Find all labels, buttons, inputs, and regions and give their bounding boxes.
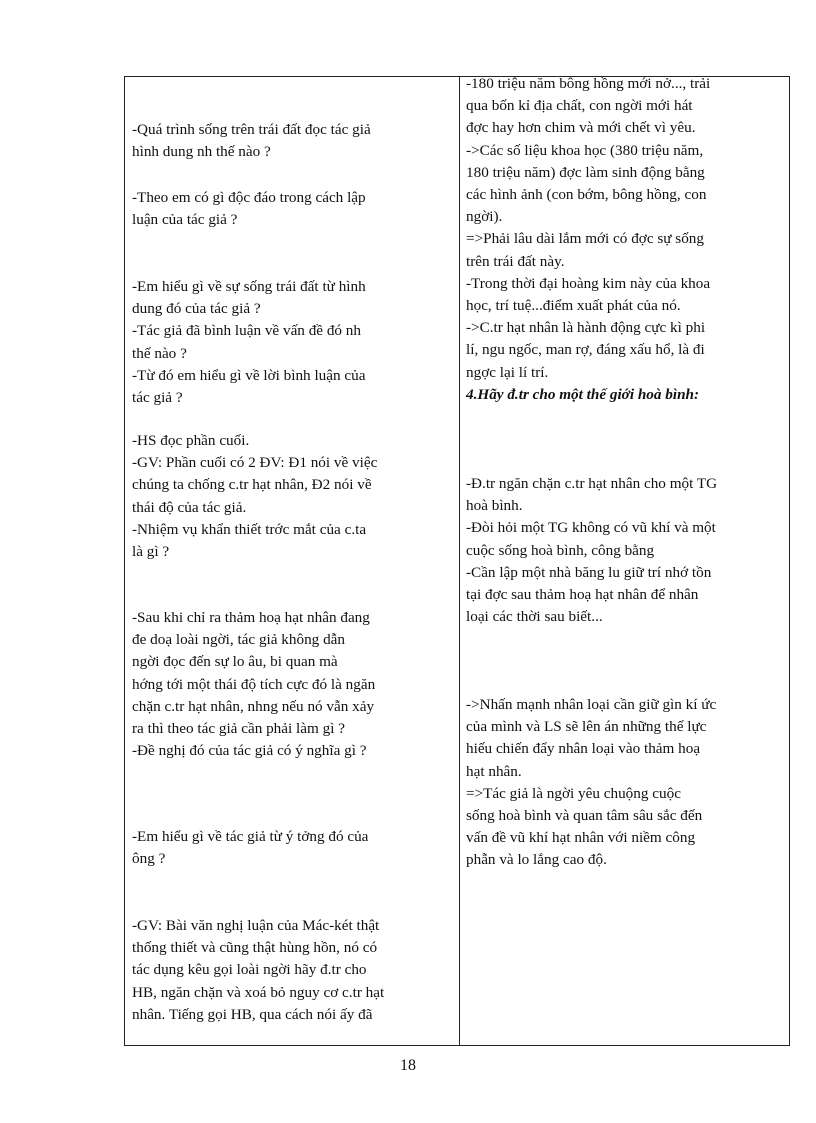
text-line: luận của tác giả ? [132,211,238,229]
text-line: -Theo em có gì độc đáo trong cách lập [132,189,366,206]
text-line: -Tác giả đã bình luận về vấn đề đó nh [132,322,361,340]
text-line: -Đ.tr ngăn chặn c.tr hạt nhân cho một TG [466,475,718,492]
text-line: qua bốn kỉ địa chất, con ngời mới hát [466,97,693,115]
answer-block-3 [466,694,784,872]
text-line: học, trí tuệ...điểm xuất phát của nó. [466,297,681,315]
text-line: hạt nhân. [466,762,522,780]
text-line: -GV: Bài văn nghị luận của Mác-két thật [132,917,380,934]
text-line: cuộc sống hoà bình, công bằng [466,541,655,559]
text-line: -Sau khi chỉ ra thảm hoạ hạt nhân đang [132,609,370,626]
text-line: thế nào ? [132,344,187,362]
page-number: 18 [400,1057,416,1074]
text-line: 180 triệu năm) đợc làm sinh động bằng [466,163,705,181]
question-block-4 [132,430,450,563]
text-line: -Cần lập một nhà băng lu giữ trí nhớ tồn [466,563,712,581]
text-line: hớng tới một thái độ tích cực đó là ngăn [132,675,376,693]
question-block-5 [132,607,450,762]
text-line: -Em hiểu gì về sự sống trái đất từ hình [132,278,366,295]
text-line: -GV: Phần cuối có 2 ĐV: Đ1 nói về việc [132,454,378,472]
text-line: chặn c.tr hạt nhân, nhng nếu nó vẫn xảy [132,697,375,715]
teacher-note-block [132,915,450,1026]
text-line: hoà bình. [466,497,523,515]
text-line: -Nhiệm vụ khẩn thiết trớc mắt của c.ta [132,520,367,538]
text-line: ->Các số liệu khoa học (380 triệu năm, [466,141,704,159]
text-line: -HS đọc phần cuối. [132,432,250,449]
text-line: các hình ảnh (con bớm, bông hồng, con [466,186,707,204]
text-line: đợc hay hơn chim và mới chết vì yêu. [466,119,696,137]
text-line: ngời đọc đến sự lo âu, bi quan mà [132,653,338,671]
text-line: ->C.tr hạt nhân là hành động cực kì phi [466,319,706,337]
question-block-6 [132,826,450,870]
text-line: của mình và LS sẽ lên án những thế lực [466,718,707,736]
text-line: -Đề nghị đó của tác giả có ý nghĩa gì ? [132,742,367,760]
text-line: -180 triệu năm bông hồng mới nở..., trải [466,75,711,92]
text-line: ngời). [466,208,503,226]
text-line: nhân. Tiếng gọi HB, qua cách nói ấy đã [132,1005,373,1023]
text-line: sống hoà bình và quan tâm sâu sắc đến [466,807,703,825]
text-line: phẫn và lo lắng cao độ. [466,851,607,869]
text-line: thống thiết và cũng thật hùng hồn, nó có [132,939,378,957]
section-heading [466,384,784,406]
section-heading-text: 4.Hãy đ.tr cho một thế giới hoà bình: [466,386,700,403]
text-line: ông ? [132,850,166,868]
text-line: hiếu chiến đẩy nhân loại vào thảm hoạ [466,740,701,758]
text-line: =>Phải lâu dài lắm mới có đợc sự sống [466,230,704,248]
text-line: là gì ? [132,543,170,561]
text-line: trên trái đất này. [466,252,565,270]
question-block-1 [132,119,450,163]
text-line: HB, ngăn chặn và xoá bỏ nguy cơ c.tr hạt [132,983,385,1001]
text-line: -Quá trình sống trên trái đất đọc tác giả [132,121,371,138]
text-line: lí, ngu ngốc, man rợ, đáng xấu hổ, là đi [466,341,705,359]
text-line: chúng ta chống c.tr hạt nhân, Đ2 nói về [132,476,372,494]
column-divider [459,77,460,1045]
text-line: ra thì theo tác giả cần phải làm gì ? [132,720,345,738]
question-block-3 [132,276,450,409]
text-line: loại các thời sau biết... [466,608,603,626]
text-line: tại đợc sau thảm hoạ hạt nhân để nhân [466,586,699,604]
text-line: -Đòi hỏi một TG không có vũ khí và một [466,519,716,537]
lesson-table [124,76,790,1046]
text-line: -Trong thời đại hoàng kim này của khoa [466,274,711,292]
text-line: thái độ của tác giả. [132,498,247,516]
text-line: vấn đề vũ khí hạt nhân với niềm công [466,829,696,847]
answer-block-1 [466,73,784,384]
text-line: hình dung nh thế nào ? [132,143,271,161]
text-line: dung đó của tác giả ? [132,300,261,318]
text-line: tác dụng kêu gọi loài ngời hãy đ.tr cho [132,961,367,979]
question-block-2 [132,187,450,231]
text-line: -Em hiểu gì về tác giả từ ý tởng đó của [132,828,369,845]
answer-block-2 [466,473,784,628]
text-line: ngợc lại lí trí. [466,363,549,381]
text-line: tác giả ? [132,389,183,407]
text-line: =>Tác giả là ngời yêu chuộng cuộc [466,784,681,802]
text-line: ->Nhấn mạnh nhân loại cần giữ gìn kí ức [466,696,717,713]
text-line: đe doạ loài ngời, tác giả không dẫn [132,631,346,649]
text-line: -Từ đó em hiểu gì về lời bình luận của [132,366,366,384]
